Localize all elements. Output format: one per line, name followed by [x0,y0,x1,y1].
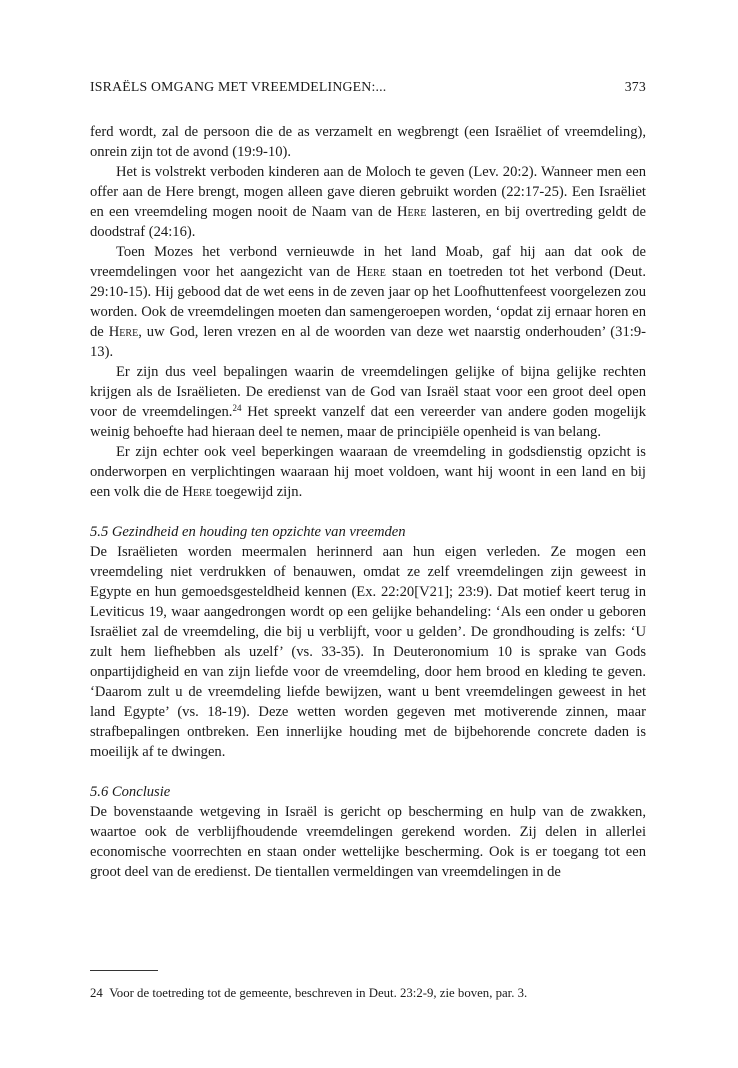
divine-name: Here [108,324,139,340]
paragraph-text: Het spreekt vanzelf dat een vereerder van andere goden mogelijk weinig behoefte had hieraan deel te nemen, maar de principiële openheid is van belang. [90,404,646,440]
footnote-reference[interactable]: 24 [232,403,242,413]
paragraph-equal-rights [90,362,646,442]
divine-name: Here [396,204,427,220]
paragraph-text: staan en toetreden tot het verbond (Deut. 29:10-15). Hij gebood dat de wet eens in de zeven jaar op het Loofhuttenfeest voorgelezen zou worden. Ook de vreemdelingen moeten dan samengeroepen worden, ‘opdat zij ernaar horen en de [90,264,646,340]
section-text-5-6: De bovenstaande wetgeving in Israël is gericht op bescherming en hulp van de zwakken, waartoe ook de verblijfhoudende vreemdelingen gerekend worden. Zij delen in allerlei economische voorrechten en staan onder wettelijke bescherming. Ook is er toegang tot een groot deel van de eredienst. De tientallen vermeldingen van vreemdelingen in de [90,804,646,880]
footnote-separator [90,970,158,971]
paragraph-text: Toen Mozes het verbond vernieuwde in het land Moab, gaf hij aan dat ook de vreemdelingen voor het aangezicht van de [90,244,646,280]
paragraph-moloch [90,162,646,242]
running-header [90,79,646,95]
main-text [90,122,646,882]
paragraph-text: Er zijn echter ook veel beperkingen waaraan de vreemdeling in godsdienstig opzicht is onderworpen en verplichtingen waaraan hij moet voldoen, want hij woont in een land en bij een volk die de [90,444,646,500]
paragraph-text: ferd wordt, zal de persoon die de as verzamelt en wegbrengt (een Israëliet of vreemdeling), onrein zijn tot de avond (19:9-10). [90,124,646,160]
running-title: ISRAËLS OMGANG MET VREEMDELINGEN:... [90,79,387,94]
paragraph-text: Het is volstrekt verboden kinderen aan de Moloch te geven (Lev. 20:2). Wanneer men een offer aan de Here brengt, mogen alleen gave dieren gebruikt worden (22:17-25). Een Israëliet en een vreemdeling mogen nooit de Naam van de [90,164,646,220]
section-heading-5-5: 5.5 Gezindheid en houding ten opzichte van vreemden [90,524,406,540]
section-text-5-5: De Israëlieten worden meermalen herinnerd aan hun eigen verleden. Ze mogen een vreemdeling niet verdrukken of benauwen, omdat ze zelf vreemdelingen zijn geweest in Egypte en hun gemoedsgesteldheid kennen (Ex. 22:20[V21]; 23:9). Dat motief keert terug in Leviticus 19, waar aangedrongen wordt op een gelijke behandeling: ‘Als een onder u geboren Israëliet zal de vreemdeling, die bij u verblijft, voor u gelden’. De grondhouding is zelfs: ‘U zult hem liefhebben als uzelf’ (vs. 33-35). In Deuteronomium 10 is sprake van Gods onpartijdigheid en van zijn liefde voor de vreemdeling, door hem brood en kleding te geven. ‘Daarom zult u de vreemdeling liefde bewijzen, want u bent vreemdelingen geweest in het land Egypte’ (vs. 18-19). Deze wetten worden gegeven met motiverende zinnen, maar strafbepalingen ontbreken. Een innerlijke houding met de bijbehorende concrete daden is moeilijk af te dwingen. [90,544,646,760]
footnote [90,985,646,1001]
divine-name: Here [182,484,212,500]
paragraph-restrictions [90,442,646,502]
section-heading-5-6: 5.6 Conclusie [90,784,171,800]
paragraph-text: toegewijd zijn. [211,484,303,500]
divine-name: Here [356,264,386,280]
paragraph-moab-covenant [90,242,646,362]
paragraph-text: , uw God, leren vrezen en al de woorden van deze wet naarstig onderhouden’ (31:9-13). [90,324,646,360]
page-number: 373 [624,79,646,94]
footnote-number: 24 [90,986,103,1000]
paragraph-continuation [90,122,646,162]
paragraph-text: Er zijn dus veel bepalingen waarin de vreemdelingen gelijke of bijna gelijke rechten krijgen als de Israëlieten. De eredienst van de God van Israël staat voor een groot deel open voor de vreemdelingen. [90,364,646,420]
paragraph-text: lasteren, en bij overtreding geldt de doodstraf (24:16). [90,204,646,240]
footnote-text: Voor de toetreding tot de gemeente, beschreven in Deut. 23:2-9, zie boven, par. 3. [109,986,528,1000]
